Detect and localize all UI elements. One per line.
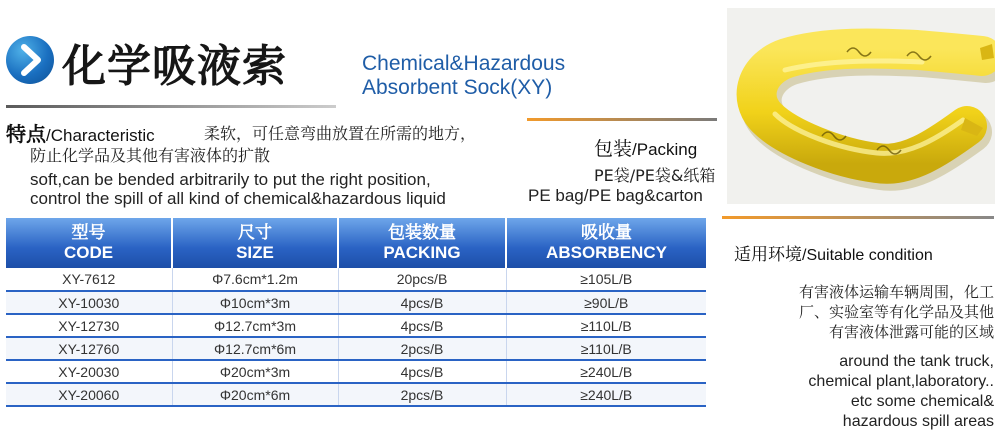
characteristic-desc-cn-2: 防止化学品及其他有害液体的扩散 xyxy=(30,146,271,165)
absorbent-sock-photo xyxy=(727,8,995,204)
cell-packing: 4pcs/B xyxy=(338,291,506,314)
characteristic-desc-en-1: soft,can be bended arbitrarily to put the right position, xyxy=(30,170,431,189)
cell-size: Φ20cm*3m xyxy=(172,360,338,383)
cell-packing: 2pcs/B xyxy=(338,383,506,406)
characteristic-desc-en-2: control the spill of all kind of chemical&hazardous liquid xyxy=(30,189,446,208)
cell-code: XY-20030 xyxy=(6,360,172,383)
column-header-cn: 包装数量 xyxy=(388,223,456,243)
column-header-absorbency xyxy=(506,218,706,268)
spec-table xyxy=(6,218,706,407)
cell-size: Φ12.7cm*6m xyxy=(172,337,338,360)
divider-left xyxy=(6,105,336,108)
cell-code: XY-12760 xyxy=(6,337,172,360)
cell-absorbency: ≥240L/B xyxy=(506,383,706,406)
cell-code: XY-12730 xyxy=(6,314,172,337)
packing-value-cn: PE袋/PE袋&纸箱 xyxy=(594,166,716,185)
table-header-row xyxy=(6,218,706,268)
page-title-en-line1: Chemical&Hazardous xyxy=(362,52,566,75)
suitable-heading-en: /Suitable condition xyxy=(802,247,933,264)
column-header-size xyxy=(172,218,338,268)
cell-size: Φ20cm*6m xyxy=(172,383,338,406)
column-header-cn: 吸收量 xyxy=(581,223,632,243)
suitable-desc-en-line: etc some chemical& xyxy=(850,393,994,410)
cell-size: Φ10cm*3m xyxy=(172,291,338,314)
table-row xyxy=(6,268,706,291)
table-row xyxy=(6,383,706,406)
suitable-heading xyxy=(734,240,933,265)
cell-absorbency: ≥240L/B xyxy=(506,360,706,383)
cell-size: Φ12.7cm*3m xyxy=(172,314,338,337)
cell-size: Φ7.6cm*1.2m xyxy=(172,268,338,291)
divider-packing xyxy=(527,118,717,121)
column-header-en: SIZE xyxy=(236,243,274,262)
absorbent-sock-illustration xyxy=(727,8,995,204)
characteristic-heading-en: /Characteristic xyxy=(46,126,155,145)
cell-absorbency: ≥110L/B xyxy=(506,337,706,360)
divider-suitable xyxy=(722,216,994,219)
suitable-desc-en-line: hazardous spill areas xyxy=(842,413,994,430)
cell-packing: 4pcs/B xyxy=(338,314,506,337)
column-header-cn: 型号 xyxy=(71,223,106,243)
packing-heading-cn: 包装 xyxy=(594,138,633,160)
table-row xyxy=(6,360,706,383)
suitable-desc-cn-line: 有害液体泄露可能的区域 xyxy=(828,323,994,341)
cell-absorbency: ≥90L/B xyxy=(506,291,706,314)
suitable-desc-cn xyxy=(734,282,994,342)
column-header-packing xyxy=(338,218,506,268)
packing-heading-en: /Packing xyxy=(632,140,698,159)
cell-packing: 4pcs/B xyxy=(338,360,506,383)
suitable-desc-en xyxy=(724,352,994,432)
page-title-cn: 化学吸液索 xyxy=(62,41,287,92)
cell-absorbency: ≥105L/B xyxy=(506,268,706,291)
column-header-en: PACKING xyxy=(383,243,461,262)
column-header-en: CODE xyxy=(63,243,114,262)
packing-value-en: PE bag/PE bag&carton xyxy=(528,186,703,205)
suitable-heading-cn: 适用环境 xyxy=(734,245,802,265)
column-header-en: ABSORBENCY xyxy=(546,243,667,262)
table-row xyxy=(6,291,706,314)
suitable-desc-cn-line: 有害液体运输车辆周围，化工 xyxy=(798,283,994,301)
cell-packing: 2pcs/B xyxy=(338,337,506,360)
cell-absorbency: ≥110L/B xyxy=(506,314,706,337)
table-row xyxy=(6,314,706,337)
characteristic-heading-cn: 特点 xyxy=(6,122,46,146)
table-row xyxy=(6,337,706,360)
suitable-desc-en-line: chemical plant,laboratory.. xyxy=(808,373,994,390)
cell-code: XY-10030 xyxy=(6,291,172,314)
page-title-en xyxy=(362,52,565,100)
cell-packing: 20pcs/B xyxy=(338,268,506,291)
cell-code: XY-20060 xyxy=(6,383,172,406)
chevron-right-icon xyxy=(6,36,54,84)
column-header-cn: 尺寸 xyxy=(238,223,272,243)
characteristic-desc-cn-1: 柔软，可任意弯曲放置在所需的地方， xyxy=(204,124,477,143)
packing-heading xyxy=(594,134,697,161)
cell-code: XY-7612 xyxy=(6,268,172,291)
column-header-code xyxy=(6,218,172,268)
page-title-en-line2: Absorbent Sock(XY) xyxy=(362,76,553,99)
suitable-desc-en-line: around the tank truck, xyxy=(839,353,994,370)
suitable-desc-cn-line: 厂、实验室等有化学品及其他 xyxy=(798,303,994,321)
